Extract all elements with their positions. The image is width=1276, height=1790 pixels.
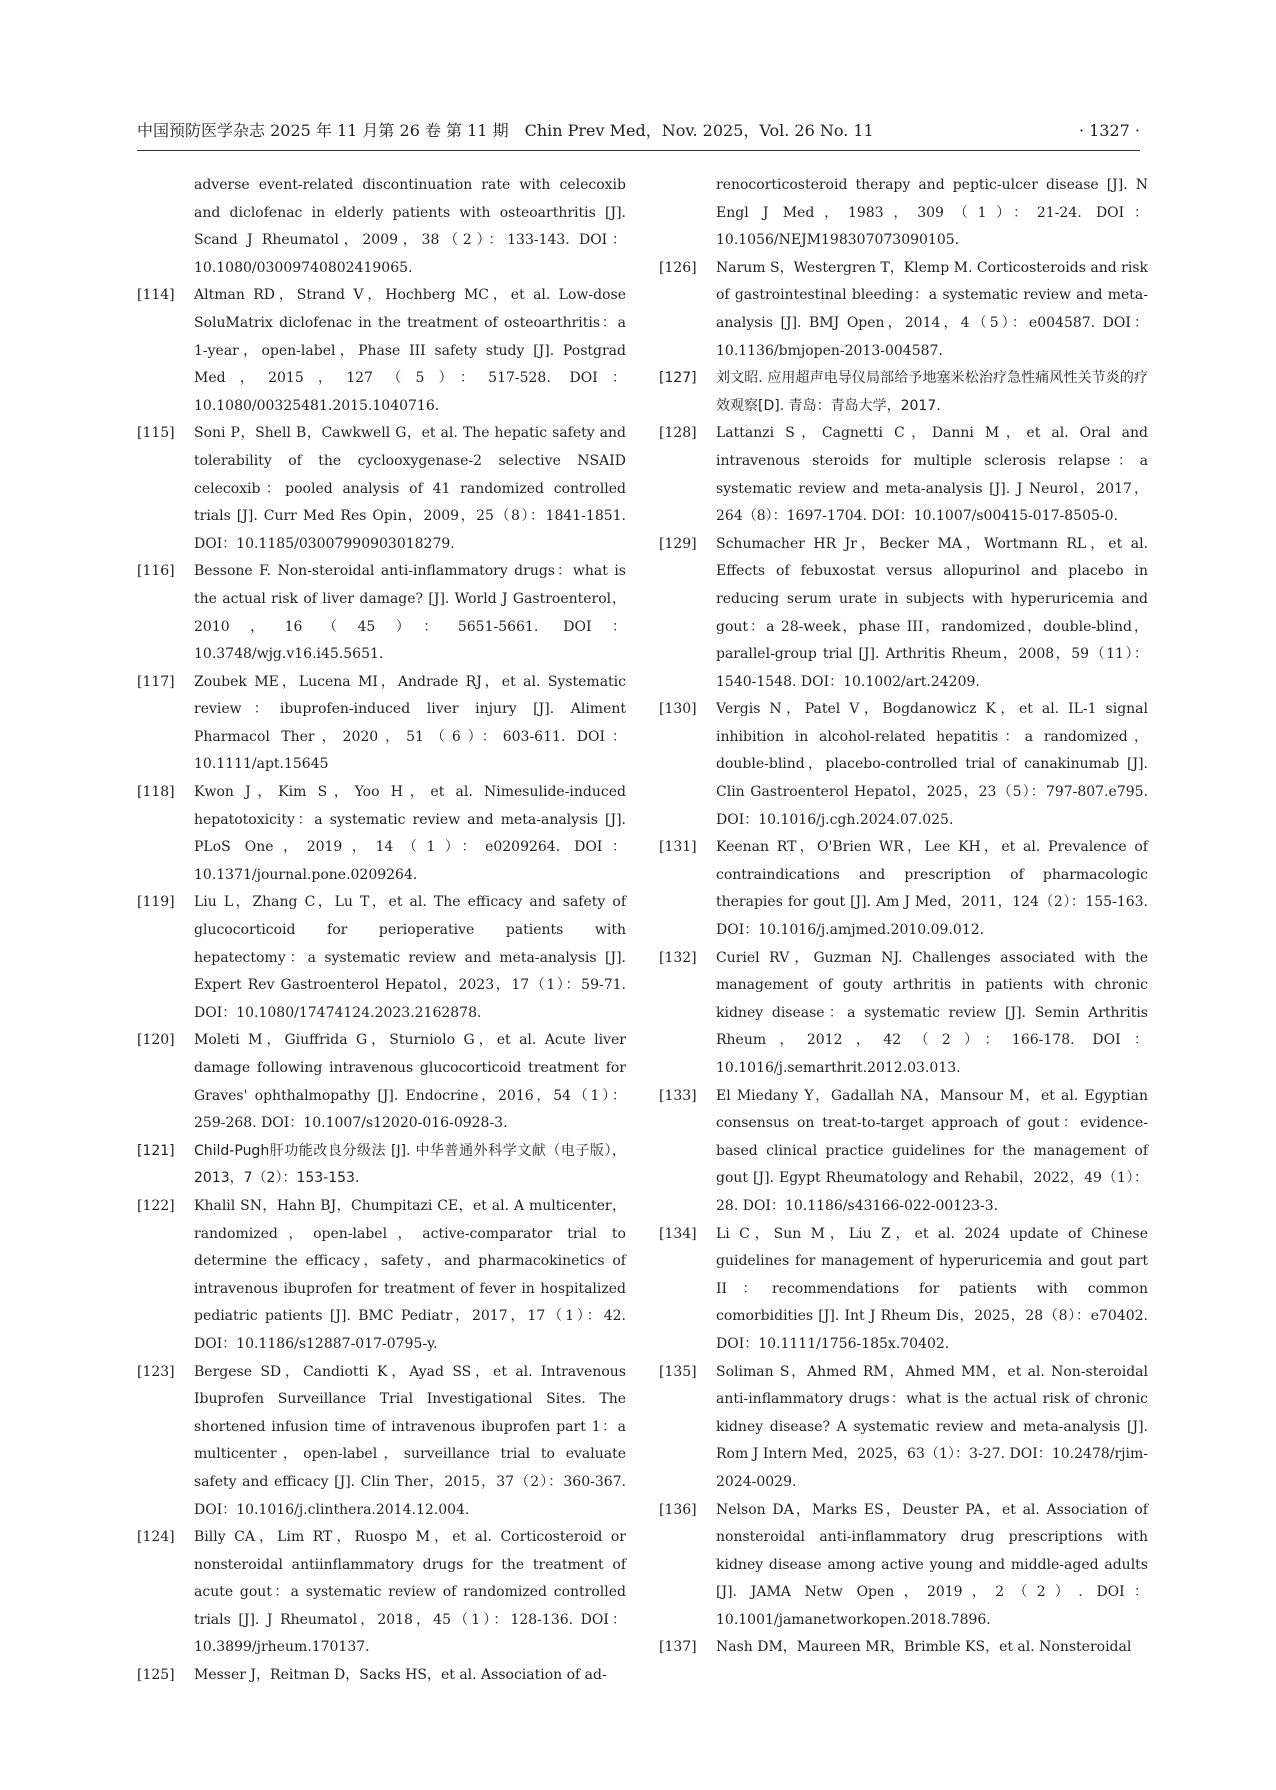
reference-number: [135] xyxy=(659,1363,697,1380)
reference-text: Narum S，Westergren T，Klemp M. Corticosteroids and risk of gastrointestinal bleeding：a systematic review and meta-analysis [J]. BMJ Open，2014，4（5）：e004587. DOI：10.1136/bmjopen-2013-004587. xyxy=(716,259,1148,359)
reference-number: [117] xyxy=(137,673,175,690)
reference-text: Nelson DA，Marks ES，Deuster PA，et al. Association of nonsteroidal anti-inflammatory drug prescriptions with kidney disease among active young and middle-aged adults [J]. JAMA Netw Open，2019，2（2）. DOI：10.1001/jamanetworkopen.2018.7896. xyxy=(716,1501,1148,1628)
running-header xyxy=(137,120,1140,150)
reference-number: [132] xyxy=(659,949,697,966)
reference-text: Messer J，Reitman D，Sacks HS，et al. Association of ad- xyxy=(194,1667,607,1684)
reference-column-right xyxy=(659,172,1148,1662)
reference-text: Li C，Sun M，Liu Z，et al. 2024 update of Chinese guidelines for management of hyperuricemia and gout part II：recommendations for patients with common comorbidities [J]. Int J Rheum Dis，2025，28（8）：e70402. DOI：10.1111/1756-185x.70402. xyxy=(716,1225,1148,1352)
reference-text: Bergese SD，Candiotti K，Ayad SS，et al. Intravenous Ibuprofen Surveillance Trial Investigational Sites. The shortened infusion time of intravenous ibuprofen part 1：a multicenter，open-label，surveillance trial to evaluate safety and efficacy [J]. Clin Ther，2015，37（2）：360-367. DOI：10.1016/j.clinthera.2014.12.004. xyxy=(194,1363,626,1518)
reference-text: Altman RD，Strand V，Hochberg MC，et al. Low-dose SoluMatrix diclofenac in the treatment of osteoarthritis：a 1-year，open-label，Phase III safety study [J]. Postgrad Med，2015，127（5）：517-528. DOI：10.1080/00325481.2015.1040716. xyxy=(194,287,626,414)
reference-text: Billy CA，Lim RT，Ruospo M，et al. Corticosteroid or nonsteroidal antiinflammatory drugs for the treatment of acute gout：a systematic review of randomized controlled trials [J]. J Rheumatol，2018，45（1）：128-136. DOI：10.3899/jrheum.170137. xyxy=(194,1529,626,1656)
reference-item xyxy=(659,945,1148,1083)
reference-number: [126] xyxy=(659,259,697,276)
reference-item xyxy=(659,696,1148,834)
reference-number: [128] xyxy=(659,425,697,442)
header-divider xyxy=(137,150,1140,151)
reference-number: [130] xyxy=(659,701,697,718)
page-number: · 1327 · xyxy=(1078,121,1140,140)
reference-continuation: adverse event-related discontinuation rate with celecoxib and diclofenac in elderly patients with osteoarthritis [J]. Scand J Rheumatol，2009，38（2）：133-143. DOI：10.1080/03009740802419065. xyxy=(194,177,626,276)
reference-number: [133] xyxy=(659,1087,697,1104)
reference-item xyxy=(659,1497,1148,1635)
reference-text: Moleti M，Giuffrida G，Sturniolo G，et al. Acute liver damage following intravenous glucocorticoid treatment for Graves' ophthalmopathy [J]. Endocrine，2016，54（1）：259-268. DOI：10.1007/s12020-016-0928-3. xyxy=(194,1032,626,1132)
reference-item xyxy=(659,531,1148,697)
reference-text: Soliman S，Ahmed RM，Ahmed MM，et al. Non-steroidal anti-inflammatory drugs：what is the actual risk of chronic kidney disease? A systematic review and meta-analysis [J]. Rom J Intern Med，2025，63（1）：3-27. DOI：10.2478/rjim-2024-0029. xyxy=(716,1363,1148,1490)
reference-number: [118] xyxy=(137,784,175,801)
reference-item xyxy=(659,365,1148,420)
reference-item xyxy=(137,1662,626,1690)
reference-text: Zoubek ME，Lucena MI，Andrade RJ，et al. Systematic review：ibuprofen-induced liver injury [J]. Aliment Pharmacol Ther，2020，51（6）：603-611. DOI：10.1111/apt.15645 xyxy=(194,673,626,773)
reference-text: Kwon J，Kim S，Yoo H，et al. Nimesulide-induced hepatotoxicity：a systematic review and meta-analysis [J]. PLoS One，2019，14（1）：e0209264. DOI：10.1371/journal.pone.0209264. xyxy=(194,784,626,883)
reference-number: [116] xyxy=(137,563,175,580)
reference-item xyxy=(137,420,626,558)
reference-item xyxy=(659,1221,1148,1359)
reference-number: [125] xyxy=(137,1667,175,1684)
reference-text: Khalil SN，Hahn BJ，Chumpitazi CE，et al. A multicenter，randomized，open-label，active-comparator trial to determine the efficacy，safety，and pharmacokinetics of intravenous ibuprofen for treatment of fever in hospitalized pediatric patients [J]. BMC Pediatr，2017，17（1）：42. DOI：10.1186/s12887-017-0795-y. xyxy=(194,1197,626,1352)
reference-item xyxy=(137,1138,626,1193)
reference-number: [114] xyxy=(137,287,175,304)
reference-item xyxy=(137,282,626,420)
reference-number: [115] xyxy=(137,425,175,442)
reference-continuation: renocorticosteroid therapy and peptic-ulcer disease [J]. N Engl J Med，1983，309（1）：21-24. DOI：10.1056/NEJM198307073090105. xyxy=(716,177,1148,249)
reference-text: Child-Pugh肝功能改良分级法 [J]. 中华普通外科学文献（电子版），2013，7（2）：153-153. xyxy=(194,1142,626,1187)
reference-text: Bessone F. Non-steroidal anti-inflammatory drugs：what is the actual risk of liver damage? [J]. World J Gastroenterol，2010，16（45）：5651-5661. DOI：10.3748/wjg.v16.i45.5651. xyxy=(194,563,626,663)
reference-item xyxy=(137,558,626,668)
reference-number: [122] xyxy=(137,1197,175,1214)
reference-number: [127] xyxy=(659,370,697,387)
reference-item xyxy=(137,889,626,1027)
reference-item xyxy=(659,1634,1148,1662)
reference-text: Liu L，Zhang C，Lu T，et al. The efficacy and safety of glucocorticoid for perioperative patients with hepatectomy：a systematic review and meta-analysis [J]. Expert Rev Gastroenterol Hepatol，2023，17（1）：59-71. DOI：10.1080/17474124.2023.2162878. xyxy=(194,894,626,1021)
reference-item xyxy=(137,779,626,889)
reference-number: [134] xyxy=(659,1225,697,1242)
reference-text: Soni P，Shell B，Cawkwell G，et al. The hepatic safety and tolerability of the cyclooxygenase-2 selective NSAID celecoxib：pooled analysis of 41 randomized controlled trials [J]. Curr Med Res Opin，2009，25（8）：1841-1851. DOI：10.1185/03007990903018279. xyxy=(194,425,626,552)
reference-item xyxy=(137,669,626,779)
reference-number: [121] xyxy=(137,1142,175,1159)
reference-item xyxy=(659,834,1148,944)
reference-text: Vergis N，Patel V，Bogdanowicz K，et al. IL-1 signal inhibition in alcohol-related hepatitis：a randomized，double-blind，placebo-controlled trial of canakinumab [J]. Clin Gastroenterol Hepatol，2025，23（5）：797-807.e795. DOI：10.1016/j.cgh.2024.07.025. xyxy=(716,701,1148,828)
reference-item xyxy=(659,1083,1148,1221)
reference-item xyxy=(137,1027,626,1137)
reference-number: [123] xyxy=(137,1363,175,1380)
reference-item xyxy=(659,255,1148,365)
reference-item xyxy=(659,420,1148,530)
reference-item xyxy=(137,1359,626,1525)
reference-text: Keenan RT，O'Brien WR，Lee KH，et al. Prevalence of contraindications and prescription of pharmacologic therapies for gout [J]. Am J Med，2011，124（2）：155-163. DOI：10.1016/j.amjmed.2010.09.012. xyxy=(716,839,1148,939)
reference-number: [131] xyxy=(659,839,697,856)
reference-number: [129] xyxy=(659,535,697,552)
reference-text: 刘文昭. 应用超声电导仪局部给予地塞米松治疗急性痛风性关节炎的疗效观察[D]. 青岛：青岛大学，2017. xyxy=(716,370,1148,414)
reference-number: [120] xyxy=(137,1032,175,1049)
reference-number: [137] xyxy=(659,1639,697,1656)
reference-text: Lattanzi S，Cagnetti C，Danni M，et al. Oral and intravenous steroids for multiple sclerosis relapse：a systematic review and meta-analysis [J]. J Neurol，2017，264（8）：1697-1704. DOI：10.1007/s00415-017-8505-0. xyxy=(716,425,1148,525)
journal-citation-line: 中国预防医学杂志 2025 年 11 月第 26 卷 第 11 期 Chin Prev Med，Nov. 2025，Vol. 26 No. 11 xyxy=(137,121,874,140)
reference-number: [124] xyxy=(137,1529,175,1546)
reference-item xyxy=(137,1193,626,1359)
reference-number: [119] xyxy=(137,894,175,911)
reference-text: Curiel RV，Guzman NJ. Challenges associated with the management of gouty arthritis in patients with chronic kidney disease：a systematic review [J]. Semin Arthritis Rheum，2012，42（2）：166-178. DOI：10.1016/j.semarthrit.2012.03.013. xyxy=(716,949,1148,1076)
reference-text: Schumacher HR Jr，Becker MA，Wortmann RL，et al. Effects of febuxostat versus allopurinol and placebo in reducing serum urate in subjects with hyperuricemia and gout：a 28-week，phase III，randomized，double-blind，parallel-group trial [J]. Arthritis Rheum，2008，59（11）：1540-1548. DOI：10.1002/art.24209. xyxy=(716,535,1148,690)
reference-column-left xyxy=(137,172,626,1690)
reference-text: Nash DM，Maureen MR，Brimble KS，et al. Nonsteroidal xyxy=(716,1639,1132,1656)
reference-number: [136] xyxy=(659,1501,697,1518)
reference-text: El Miedany Y，Gadallah NA，Mansour M，et al. Egyptian consensus on treat-to-target approach of gout：evidence-based clinical practice guidelines for the management of gout [J]. Egypt Rheumatology and Rehabil，2022，49（1）：28. DOI：10.1186/s43166-022-00123-3. xyxy=(716,1087,1148,1214)
reference-item xyxy=(137,1524,626,1662)
reference-item xyxy=(659,1359,1148,1497)
